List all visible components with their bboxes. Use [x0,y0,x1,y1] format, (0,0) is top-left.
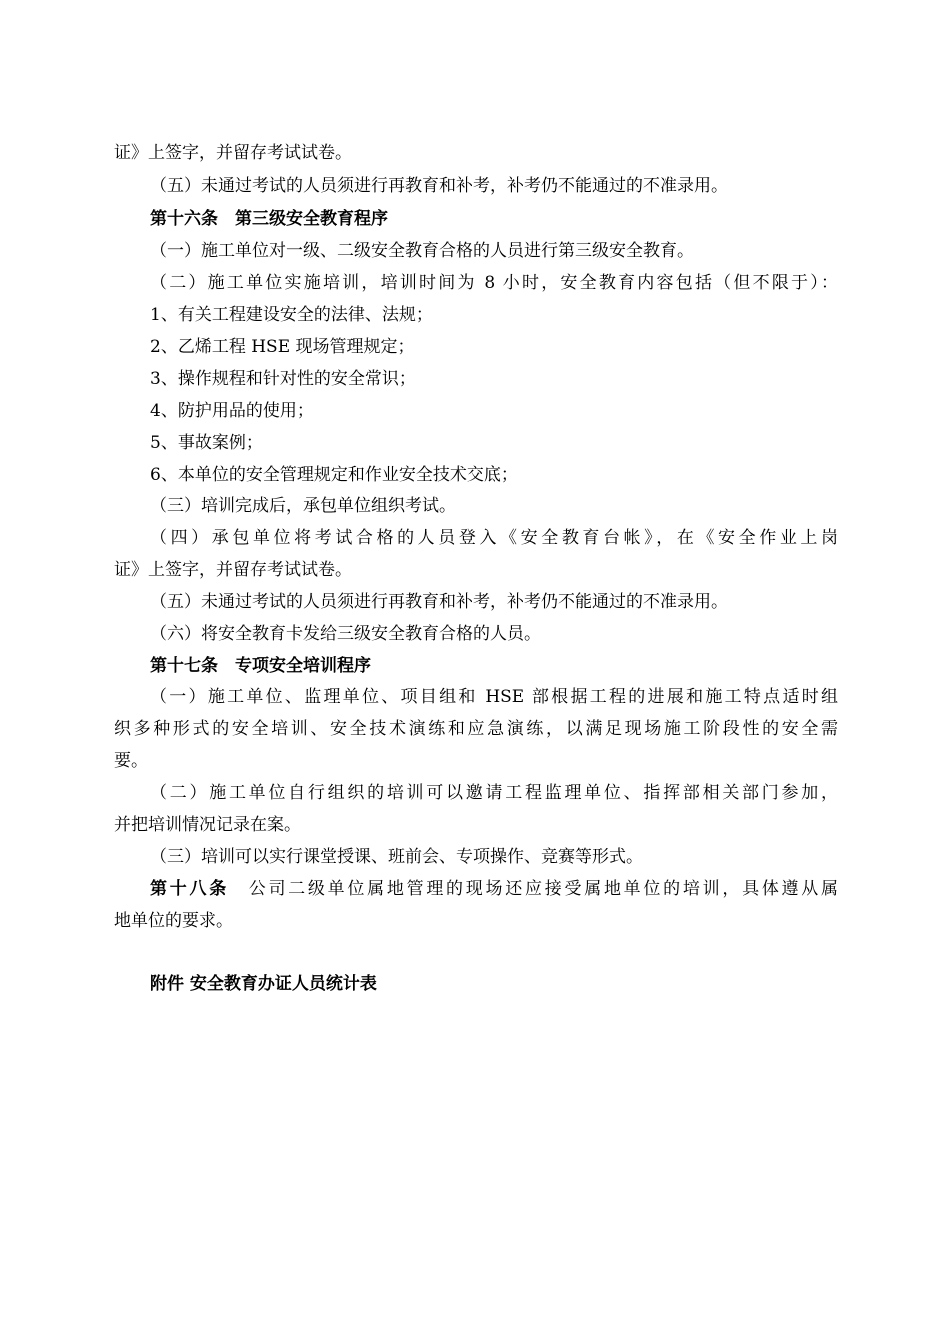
text-line: 证》上签字，并留存考试试卷。 [114,560,352,580]
text-line: （一）施工单位对一级、二级安全教育合格的人员进行第三级安全教育。 [150,241,694,261]
text-line: 要。 [114,751,148,771]
text-line: （二）施工单位实施培训，培训时间为 8 小时，安全教育内容包括（但不限于）： [150,273,838,293]
text-line: （六）将安全教育卡发给三级安全教育合格的人员。 [150,624,541,644]
list-item: 2、乙烯工程 HSE 现场管理规定； [150,337,415,357]
section-heading: 第十七条 专项安全培训程序 [150,656,371,676]
text-line: （五）未通过考试的人员须进行再教育和补考，补考仍不能通过的不准录用。 [150,176,728,196]
list-item: 3、操作规程和针对性的安全常识； [150,369,416,389]
text-line [150,879,838,899]
text-line: （一）施工单位、监理单位、项目组和 HSE 部根据工程的进展和施工特点适时组 [150,687,838,707]
article-18-label: 第十八条 [150,879,229,899]
appendix-title: 附件 安全教育办证人员统计表 [150,974,377,994]
section-heading: 第十六条 第三级安全教育程序 [150,209,388,229]
list-item: 4、防护用品的使用； [150,401,314,421]
text-line: 地单位的要求。 [114,911,233,931]
text-line: （五）未通过考试的人员须进行再教育和补考，补考仍不能通过的不准录用。 [150,592,728,612]
list-item: 5、事故案例； [150,433,263,453]
text-line: （三）培训可以实行课堂授课、班前会、专项操作、竞赛等形式。 [150,847,643,867]
text-line: （四）承包单位将考试合格的人员登入《安全教育台帐》，在《安全作业上岗 [150,528,838,548]
article-18-text: 公司二级单位属地管理的现场还应接受属地单位的培训，具体遵从属 [248,879,839,899]
text-line: 证》上签字，并留存考试试卷。 [114,143,352,163]
text-line: 并把培训情况记录在案。 [114,815,301,835]
text-line: 织多种形式的安全培训、安全技术演练和应急演练，以满足现场施工阶段性的安全需 [114,719,838,739]
text-line: （三）培训完成后，承包单位组织考试。 [150,496,456,516]
list-item: 6、本单位的安全管理规定和作业安全技术交底； [150,465,518,485]
list-item: 1、有关工程建设安全的法律、法规； [150,305,433,325]
text-line: （二）施工单位自行组织的培训可以邀请工程监理单位、指挥部相关部门参加， [150,783,838,803]
